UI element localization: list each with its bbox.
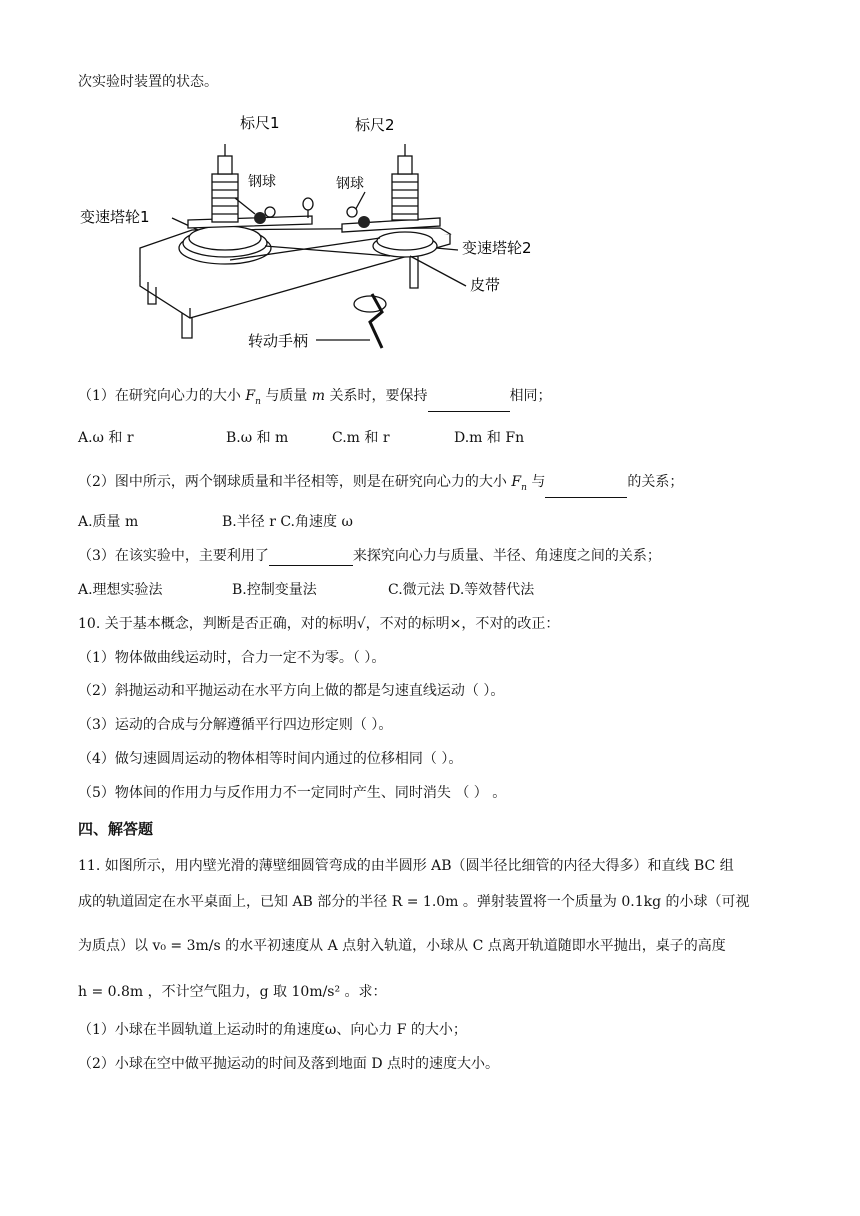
- q11-line-1: 11. 如图所示，用内壁光滑的薄壁细圆管弯成的由半圆形 AB（圆半径比细管的内径大得多）和直线 BC 组: [78, 858, 734, 874]
- q1-option-a[interactable]: A.ω 和 r: [78, 430, 134, 446]
- q10-item-4: （4）做匀速圆周运动的物体相等时间内通过的位移相同（ ）。: [78, 751, 463, 767]
- q3-stem: （3）在该实验中，主要利用了 来探究向心力与质量、半径、角速度之间的关系；: [78, 548, 661, 564]
- label-handle: 转动手柄: [248, 332, 309, 350]
- q11-line-2: 成的轨道固定在水平桌面上，已知 AB 部分的半径 R = 1.0m 。弹射装置将一个质量为 0.1kg 的小球（可视: [78, 894, 750, 910]
- q10-item-5: （5）物体间的作用力与反作用力不一定同时产生、同时消失 （ ） 。: [78, 785, 507, 801]
- experiment-figure: [80, 108, 560, 358]
- q3-answer-blank[interactable]: [269, 549, 353, 566]
- label-ball-left: 钢球: [248, 174, 276, 190]
- q10-item-2: （2）斜抛运动和平抛运动在水平方向上做的都是匀速直线运动（ ）。: [78, 683, 505, 699]
- label-scale1: 标尺1: [240, 114, 280, 132]
- label-pulley1: 变速塔轮1: [80, 208, 150, 226]
- q2-option-bc[interactable]: B.半径 r C.角速度 ω: [222, 514, 353, 530]
- q1-option-b[interactable]: B.ω 和 m: [226, 430, 289, 446]
- q10-title: 10. 关于基本概念，判断是否正确，对的标明√，不对的标明×，不对的改正：: [78, 616, 560, 632]
- q1-option-c[interactable]: C.m 和 r: [332, 430, 390, 446]
- intro-tail: 次实验时装置的状态。: [78, 74, 218, 90]
- q11-line-3: 为质点）以 v₀ = 3m/s 的水平初速度从 A 点射入轨道，小球从 C 点离开轨道随即水平抛出，桌子的高度: [78, 938, 726, 954]
- q3-option-cd[interactable]: C.微元法 D.等效替代法: [388, 582, 535, 598]
- q3-option-b[interactable]: B.控制变量法: [232, 582, 317, 598]
- q11-sub-2: （2）小球在空中做平抛运动的时间及落到地面 D 点时的速度大小。: [78, 1056, 500, 1072]
- q1-stem: （1）在研究向心力的大小 $F_n$ 与质量 m 关系时，要保持 相同；: [78, 386, 552, 412]
- label-scale2: 标尺2: [355, 116, 395, 134]
- q11-sub-1: （1）小球在半圆轨道上运动时的角速度ω、向心力 F 的大小；: [78, 1022, 467, 1038]
- q2-answer-blank[interactable]: [545, 481, 627, 498]
- q10-item-1: （1）物体做曲线运动时，合力一定不为零。（ ）。: [78, 650, 386, 666]
- label-pulley2: 变速塔轮2: [462, 239, 532, 257]
- q1-option-d[interactable]: D.m 和 Fn: [454, 430, 525, 446]
- q11-line-4: h = 0.8m ，不计空气阻力，g 取 10m/s² 。求：: [78, 984, 387, 1000]
- q10-item-3: （3）运动的合成与分解遵循平行四边形定则（ ）。: [78, 717, 393, 733]
- q2-option-a[interactable]: A.质量 m: [78, 514, 139, 530]
- q2-stem: （2）图中所示，两个钢球质量和半径相等，则是在研究向心力的大小 $F_n$ 与 的关系；: [78, 472, 683, 498]
- q1-answer-blank[interactable]: [428, 395, 510, 412]
- label-belt: 皮带: [470, 276, 501, 294]
- section-heading: 四、解答题: [78, 820, 154, 838]
- label-ball-right: 钢球: [336, 176, 364, 192]
- q3-option-a[interactable]: A.理想实验法: [78, 582, 163, 598]
